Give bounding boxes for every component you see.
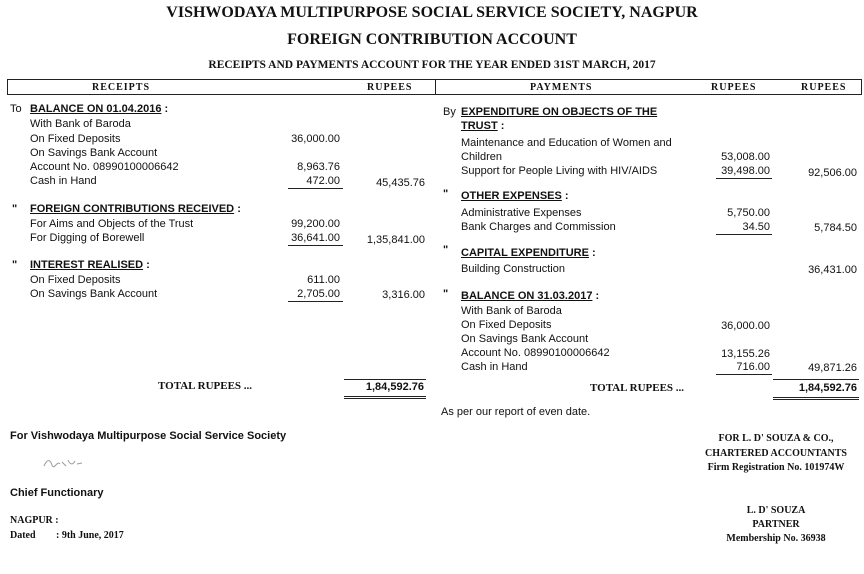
to-label: To: [10, 103, 22, 115]
receipts-rupees-header: RUPEES: [367, 82, 413, 93]
quote-mark: ": [12, 203, 18, 215]
maintenance-label-line1: Maintenance and Education of Women and: [461, 137, 672, 149]
capital-expenditure-heading: CAPITAL EXPENDITURE :: [461, 247, 596, 259]
fixed-deposits-amount: 36,000.00: [291, 133, 340, 145]
chief-functionary-label: Chief Functionary: [10, 487, 104, 499]
receipts-total: 1,84,592.76: [365, 381, 424, 393]
total-rule-top: [773, 379, 859, 380]
bank-label: With Bank of Baroda: [30, 118, 131, 130]
foreign-contributions-total: 1,35,841.00: [366, 234, 425, 246]
interest-savings-label: On Savings Bank Account: [30, 288, 158, 300]
quote-mark: ": [443, 288, 449, 300]
closing-total: 49,871.26: [808, 362, 857, 374]
total-rule-bottom-2: [344, 398, 426, 399]
maintenance-label-line2: Children: [461, 151, 502, 163]
total-rule-bottom-1: [773, 397, 859, 398]
bank-charges-amount: 34.50: [742, 221, 770, 233]
admin-amount: 5,750.00: [727, 207, 770, 219]
chartered-accountants: CHARTERED ACCOUNTANTS: [705, 448, 847, 459]
expenditure-heading-line2: TRUST :: [461, 120, 505, 132]
partner-title: PARTNER: [752, 519, 800, 530]
interest-savings-amount: 2,705.00: [297, 288, 340, 300]
aims-amount: 99,200.00: [291, 218, 340, 230]
closing-bank-label: With Bank of Baroda: [461, 305, 562, 317]
header-divider: [435, 79, 436, 95]
savings-label: On Savings Bank Account: [30, 147, 158, 159]
report-note: As per our report of even date.: [441, 406, 591, 418]
cash-label: Cash in Hand: [30, 175, 97, 187]
other-expenses-heading: OTHER EXPENSES :: [461, 190, 569, 202]
dated-label: Dated: [10, 530, 36, 541]
receipts-total-label: TOTAL RUPEES ...: [158, 380, 253, 392]
subtotal-rule: [716, 374, 772, 375]
closing-account-no-amount: 13,155.26: [721, 348, 770, 360]
closing-savings-label: On Savings Bank Account: [461, 333, 589, 345]
building-label: Building Construction: [461, 263, 565, 275]
partner-name: L. D' SOUZA: [746, 505, 806, 516]
closing-fixed-amount: 36,000.00: [721, 320, 770, 332]
quote-mark: ": [12, 259, 18, 271]
signature-mark: [42, 456, 86, 470]
firm-name: FOR L. D' SOUZA & CO.,: [718, 433, 834, 444]
firm-registration: Firm Registration No. 101974W: [707, 462, 845, 473]
place-label: NAGPUR :: [10, 515, 59, 526]
total-rule-top: [344, 379, 426, 380]
aims-label: For Aims and Objects of the Trust: [30, 218, 194, 230]
closing-balance-heading: BALANCE ON 31.03.2017 :: [461, 290, 600, 302]
account-no-amount: 8,963.76: [297, 161, 340, 173]
fixed-deposits-label: On Fixed Deposits: [30, 133, 121, 145]
bank-charges-label: Bank Charges and Commission: [461, 221, 616, 233]
hiv-amount: 39,498.00: [721, 165, 770, 177]
subtotal-rule: [716, 178, 772, 179]
foreign-contributions-heading: FOREIGN CONTRIBUTIONS RECEIVED :: [30, 203, 241, 215]
interest-heading: INTEREST REALISED :: [30, 259, 150, 271]
payments-total: 1,84,592.76: [798, 382, 857, 394]
opening-total: 45,435.76: [376, 177, 425, 189]
by-label: By: [443, 106, 456, 118]
capital-total: 36,431.00: [808, 264, 857, 276]
borewell-label: For Digging of Borewell: [30, 232, 145, 244]
total-rule-bottom-1: [344, 396, 426, 397]
subtotal-rule: [716, 234, 772, 235]
payments-total-label: TOTAL RUPEES ...: [590, 382, 685, 394]
society-title: VISHWODAYA MULTIPURPOSE SOCIAL SERVICE SOCIETY, NAGPUR: [166, 4, 698, 21]
maintenance-amount: 53,008.00: [721, 151, 770, 163]
quote-mark: ": [443, 188, 449, 200]
subtotal-rule: [288, 245, 343, 246]
expenditure-heading-line1: EXPENDITURE ON OBJECTS OF THE: [461, 106, 658, 118]
cash-amount: 472.00: [306, 175, 340, 187]
dated-value: : 9th June, 2017: [56, 530, 124, 541]
payments-rupees-header: RUPEES: [711, 82, 757, 93]
expenditure-total: 92,506.00: [808, 167, 857, 179]
subtotal-rule: [288, 301, 343, 302]
statement-title: RECEIPTS AND PAYMENTS ACCOUNT FOR THE YEAR ENDED 31ST MARCH, 2017: [208, 59, 656, 71]
membership-number: Membership No. 36938: [726, 533, 826, 544]
other-expenses-total: 5,784.50: [814, 222, 857, 234]
interest-fixed-amount: 611.00: [307, 274, 340, 286]
interest-fixed-label: On Fixed Deposits: [30, 274, 121, 286]
closing-cash-label: Cash in Hand: [461, 361, 528, 373]
borewell-amount: 36,641.00: [291, 232, 340, 244]
closing-cash-amount: 716.00: [736, 361, 770, 373]
account-no-label: Account No. 08990100006642: [30, 161, 179, 173]
opening-balance-heading: BALANCE ON 01.04.2016 :: [30, 103, 169, 115]
payments-header: PAYMENTS: [530, 82, 593, 93]
subtotal-rule: [288, 188, 343, 189]
for-society-label: For Vishwodaya Multipurpose Social Service Society: [10, 430, 287, 442]
account-title: FOREIGN CONTRIBUTION ACCOUNT: [287, 31, 577, 48]
admin-label: Administrative Expenses: [461, 207, 582, 219]
hiv-label: Support for People Living with HIV/AIDS: [461, 165, 658, 177]
closing-account-no-label: Account No. 08990100006642: [461, 347, 610, 359]
quote-mark: ": [443, 244, 449, 256]
receipts-header: RECEIPTS: [92, 82, 151, 93]
total-rule-bottom-2: [773, 399, 859, 400]
closing-fixed-label: On Fixed Deposits: [461, 319, 552, 331]
interest-total: 3,316.00: [382, 289, 425, 301]
payments-rupees-header-2: RUPEES: [801, 82, 847, 93]
